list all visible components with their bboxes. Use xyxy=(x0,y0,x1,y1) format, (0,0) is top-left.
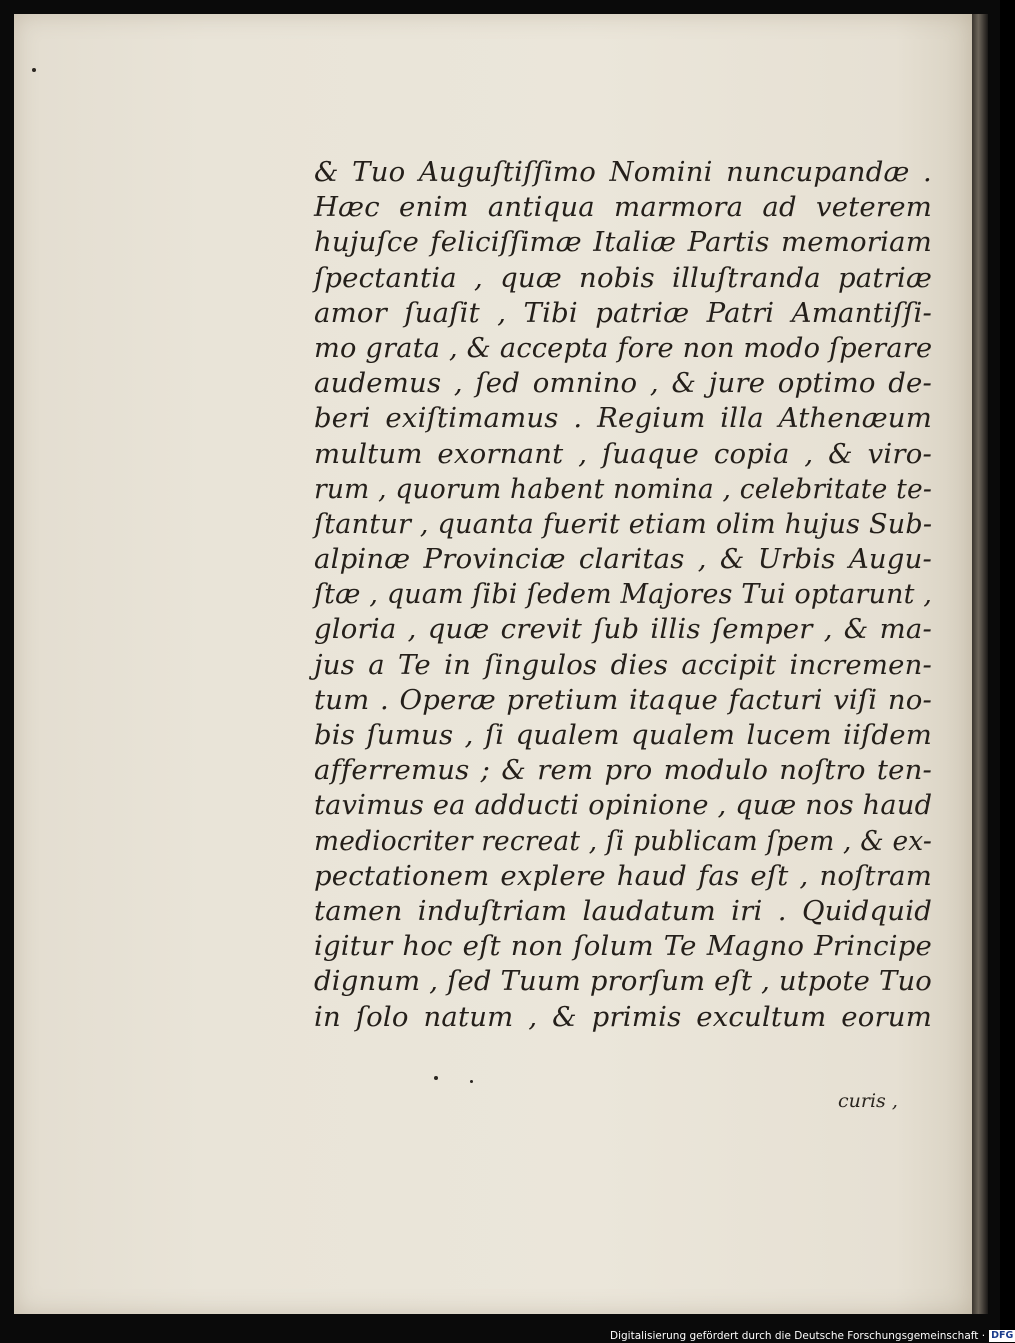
ink-speck xyxy=(470,1080,473,1083)
ink-speck xyxy=(434,1076,438,1080)
text-line: afferremus ; & rem pro modulo noſtro ten- xyxy=(314,754,932,787)
text-line: tum . Operæ pretium itaque facturi viſi no- xyxy=(314,683,932,716)
catchword: curis , xyxy=(838,1090,898,1112)
text-line: mediocriter recreat , ſi publicam ſpem , & ex- xyxy=(314,824,932,857)
text-line: pectationem explere haud fas eſt , noſtram xyxy=(314,859,932,892)
text-line: bis ſumus , ſi qualem qualem lucem iiſdem xyxy=(314,719,932,751)
text-line: Hæc enim antiqua marmora ad veterem xyxy=(314,191,932,224)
text-line: & Tuo Auguſtiſſimo Nomini nuncupandæ . xyxy=(314,156,932,188)
book-binding-edge xyxy=(972,14,988,1314)
text-line: jus a Te in ſingulos dies accipit incremen- xyxy=(314,648,932,681)
text-line: audemus , ſed omnino , & jure optimo de- xyxy=(314,367,932,400)
footer-credit-text: Digitalisierung gefördert durch die Deutsche Forschungsgemeinschaft · xyxy=(610,1330,986,1342)
text-line: tavimus ea adducti opinione , quæ nos haud xyxy=(314,789,933,822)
text-line: ſpectantia , quæ nobis illuſtranda patriæ xyxy=(314,261,932,294)
text-line: in ſolo natum , & primis excultum eorum xyxy=(314,1000,932,1033)
text-line: ſtantur , quanta fuerit etiam olim hujus Sub- xyxy=(314,507,933,540)
ink-speck xyxy=(32,68,36,72)
text-line: mo grata , & accepta fore non modo ſperare xyxy=(314,331,933,364)
text-line: ſtæ , quam ſibi ſedem Majores Tui optarunt , xyxy=(314,578,933,611)
text-line: rum , quorum habent nomina , celebritate te- xyxy=(314,472,932,505)
text-line: beri exiſtimamus . Regium illa Athenæum xyxy=(314,402,932,435)
text-line: amor ſuaſit , Tibi patriæ Patri Amantiſſi- xyxy=(314,296,932,329)
text-line: alpinæ Provinciæ claritas , & Urbis Augu- xyxy=(314,543,932,576)
dfg-logo: DFG xyxy=(991,1330,1014,1341)
footer-credit xyxy=(610,1329,1015,1343)
text-line: igitur hoc eſt non ſolum Te Magno Principe xyxy=(314,930,932,963)
text-line: dignum , ſed Tuum prorſum eſt , utpote Tuo xyxy=(314,965,933,998)
body-text xyxy=(314,155,934,1035)
text-line: hujuſce feliciſſimæ Italiæ Partis memoriam xyxy=(314,226,932,259)
text-line: multum exornant , ſuaque copia , & viro- xyxy=(314,437,932,470)
text-line: gloria , quæ crevit ſub illis ſemper , & ma- xyxy=(314,613,932,646)
text-line: tamen induſtriam laudatum iri . Quidquid xyxy=(314,894,932,927)
